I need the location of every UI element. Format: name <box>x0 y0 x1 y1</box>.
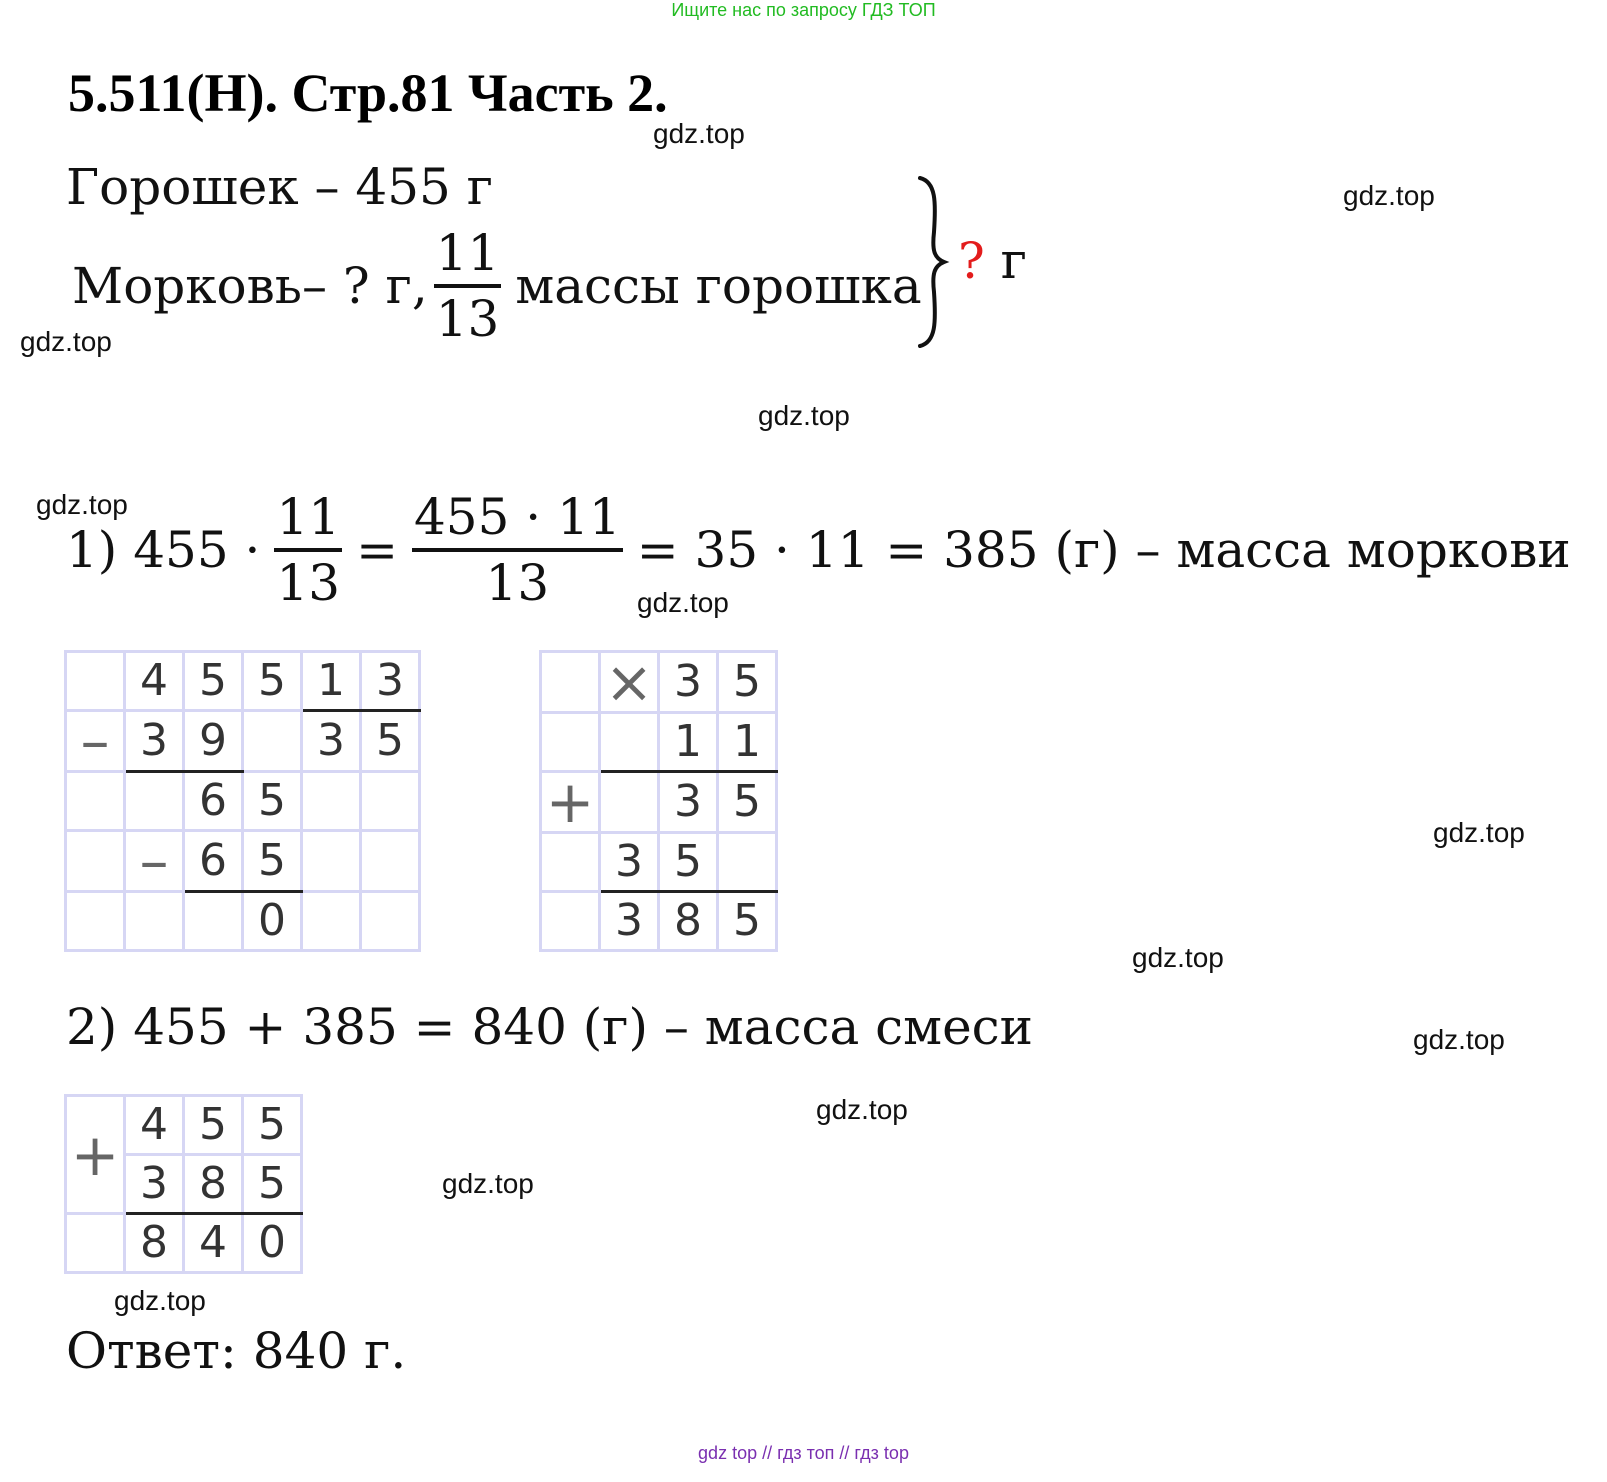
fraction-numerator: 11 <box>276 488 341 546</box>
given-carrot <box>72 224 922 348</box>
grid-cell: 6 <box>184 772 243 831</box>
grid-cell <box>541 652 600 713</box>
grid-row <box>541 772 777 833</box>
step2-equation: 2) 455 + 385 = 840 (г) – масса смеси <box>66 998 1033 1056</box>
grid-cell: 9 <box>184 711 243 772</box>
watermark: gdz.top <box>1132 942 1224 973</box>
grid-cell <box>302 831 361 892</box>
grid-cell: 4 <box>125 1096 184 1155</box>
fraction-numerator: 455 · 11 <box>413 488 621 546</box>
grid-cell <box>541 892 600 951</box>
question-mark: ? <box>958 232 985 290</box>
grid-cell: 3 <box>659 772 718 833</box>
watermark: gdz.top <box>36 489 128 520</box>
carrot-label: Морковь– ? г, <box>72 257 428 315</box>
grid-cell <box>600 713 659 772</box>
grid-row <box>541 652 777 713</box>
grid-cell <box>302 892 361 951</box>
grid-row <box>66 1214 302 1273</box>
grid-cell: 3 <box>600 833 659 892</box>
grid-cell <box>541 833 600 892</box>
grid-cell: 4 <box>184 1214 243 1273</box>
carrot-description: массы горошка <box>515 257 922 315</box>
grid-cell: 0 <box>243 1214 302 1273</box>
grid-cell: 5 <box>243 652 302 711</box>
grid-cell: 5 <box>243 1155 302 1214</box>
grid-cell: 5 <box>243 831 302 892</box>
grid-cell <box>600 772 659 833</box>
grid-row <box>66 772 420 831</box>
grid-cell: 3 <box>125 1155 184 1214</box>
total-mass <box>958 232 1027 290</box>
grid-cell: 8 <box>659 892 718 951</box>
fraction-11-13 <box>434 224 502 348</box>
minus-sign: – <box>66 711 125 772</box>
footer-links: gdz top // гдз топ // гдз top <box>698 1443 909 1463</box>
grid-cell: 1 <box>302 652 361 711</box>
grid-cell: 3 <box>125 711 184 772</box>
grid-cell <box>361 831 420 892</box>
grid-cell <box>66 772 125 831</box>
grid-cell: 5 <box>361 711 420 772</box>
task-title: 5.511(Н). Стр.81 Часть 2. <box>68 63 668 123</box>
grid-cell <box>125 772 184 831</box>
grid-cell: 1 <box>659 713 718 772</box>
watermark: gdz.top <box>442 1168 534 1199</box>
times-sign: × <box>600 652 659 713</box>
grid-row <box>66 892 420 951</box>
watermark: gdz.top <box>114 1285 206 1316</box>
plus-sign: + <box>66 1096 125 1214</box>
step1-equals: = <box>356 521 398 579</box>
right-brace-icon <box>912 172 952 352</box>
grid-cell: 5 <box>659 833 718 892</box>
grid-cell <box>302 772 361 831</box>
step1-fraction <box>274 488 342 612</box>
grid-cell: 8 <box>184 1155 243 1214</box>
top-banner: Ищите нас по запросу ГДЗ ТОП <box>671 0 936 20</box>
long-division-grid <box>64 650 421 952</box>
grid-row <box>541 892 777 951</box>
plus-sign: + <box>541 772 600 833</box>
grid-cell <box>66 892 125 951</box>
addition-grid <box>64 1094 303 1274</box>
grid-cell <box>541 713 600 772</box>
fraction-numerator: 11 <box>435 224 500 282</box>
grid-cell: 3 <box>361 652 420 711</box>
fraction-denominator: 13 <box>276 554 341 612</box>
watermark: gdz.top <box>816 1094 908 1125</box>
grid-cell: 3 <box>659 652 718 713</box>
grid-cell: 5 <box>718 652 777 713</box>
minus-sign: – <box>125 831 184 892</box>
total-unit: г <box>1000 232 1027 290</box>
step1-result: = 35 · 11 = 385 (г) – масса моркови <box>636 521 1571 579</box>
watermark: gdz.top <box>1413 1024 1505 1055</box>
grid-cell: 3 <box>600 892 659 951</box>
grid-row <box>66 831 420 892</box>
grid-cell: 5 <box>243 772 302 831</box>
grid-cell <box>361 772 420 831</box>
grid-cell: 5 <box>184 1096 243 1155</box>
step1-product-fraction <box>412 488 623 612</box>
watermark: gdz.top <box>1433 817 1525 848</box>
grid-cell: 8 <box>125 1214 184 1273</box>
fraction-denominator: 13 <box>485 554 550 612</box>
grid-cell: 0 <box>243 892 302 951</box>
fraction-bar <box>274 548 342 552</box>
grid-cell <box>66 831 125 892</box>
answer: Ответ: 840 г. <box>66 1322 407 1380</box>
grid-cell: 5 <box>184 652 243 711</box>
grid-cell <box>718 833 777 892</box>
grid-cell: 1 <box>718 713 777 772</box>
watermark: gdz.top <box>1343 180 1435 211</box>
grid-cell <box>66 652 125 711</box>
watermark: gdz.top <box>20 326 112 357</box>
grid-cell <box>125 892 184 951</box>
fraction-bar <box>412 548 623 552</box>
grid-cell: 5 <box>718 772 777 833</box>
grid-cell: 6 <box>184 831 243 892</box>
grid-row <box>541 713 777 772</box>
step1-prefix: 1) 455 · <box>66 521 261 579</box>
grid-cell: 5 <box>718 892 777 951</box>
grid-cell <box>243 711 302 772</box>
given-peas: Горошек – 455 г <box>66 158 493 216</box>
grid-row <box>541 833 777 892</box>
grid-cell: 5 <box>243 1096 302 1155</box>
grid-cell: 3 <box>302 711 361 772</box>
grid-cell <box>66 1214 125 1273</box>
watermark: gdz.top <box>637 587 729 618</box>
grid-cell <box>361 892 420 951</box>
grid-row <box>66 711 420 772</box>
grid-row <box>66 652 420 711</box>
grid-cell <box>184 892 243 951</box>
watermark: gdz.top <box>653 118 745 149</box>
step1-equation <box>66 488 1571 612</box>
fraction-denominator: 13 <box>435 290 500 348</box>
fraction-bar <box>434 284 502 288</box>
grid-cell: 4 <box>125 652 184 711</box>
grid-row <box>66 1096 302 1155</box>
multiplication-grid <box>539 650 778 952</box>
watermark: gdz.top <box>758 400 850 431</box>
